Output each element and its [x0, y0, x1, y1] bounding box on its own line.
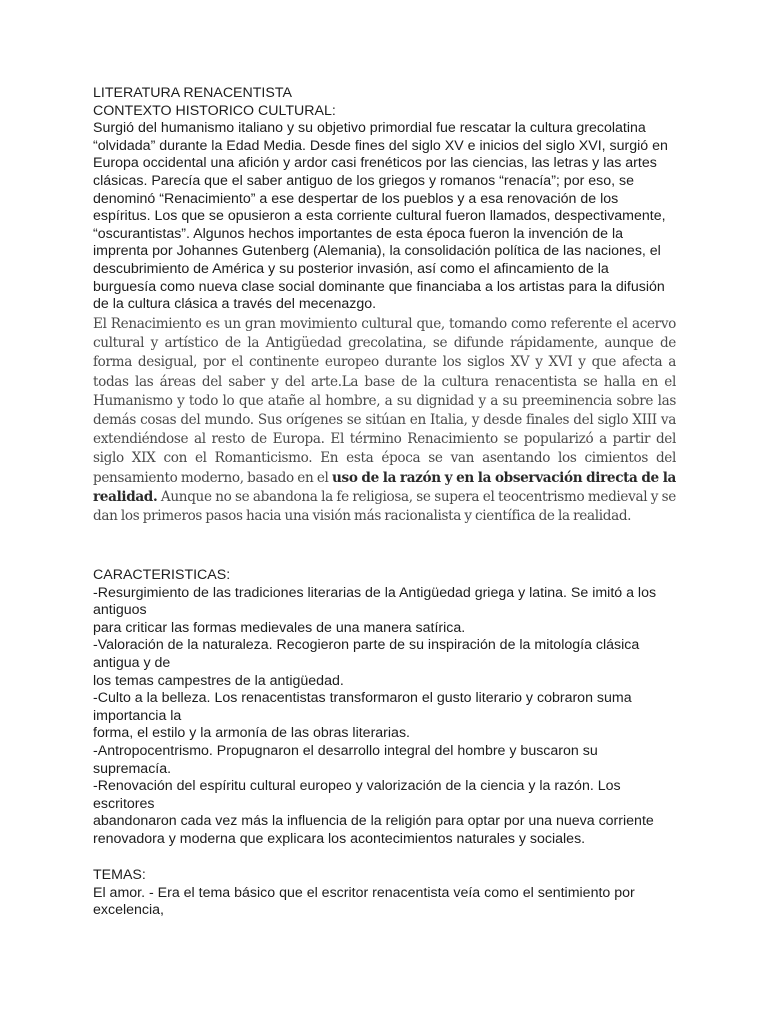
characteristic-line: supremacía. — [93, 760, 172, 777]
context-line: burguesía como nueva clase social dominante que financiaba a los artistas para la difusión — [93, 278, 665, 295]
context-line: Europa occidental una afición y ardor casi frenéticos por las ciencias, las letras y las artes — [93, 155, 657, 172]
context-line: Surgió del humanismo italiano y su objetivo primordial fue rescatar la cultura grecolatina — [93, 120, 646, 137]
context-section — [93, 85, 683, 314]
context-line: de la cultura clásica a través del mecenazgo. — [93, 296, 377, 313]
themes-heading: TEMAS: — [93, 867, 146, 883]
renaissance-paragraph — [93, 315, 676, 526]
characteristic-line: antigua y de — [93, 654, 171, 671]
characteristic-line: -Valoración de la naturaleza. Recogieron parte de su inspiración de la mitología clásica — [93, 637, 640, 654]
theme-line: El amor. - Era el tema básico que el escritor renacentista veía como el sentimiento por — [93, 884, 635, 901]
characteristic-line: -Culto a la belleza. Los renacentistas transformaron el gusto literario y cobraron suma — [93, 690, 632, 707]
characteristic-line: para criticar las formas medievales de una manera satírica. — [93, 619, 466, 636]
paragraph-text-1: El Renacimiento es un gran movimiento cultural que, tomando como referente el acervo cultural y artístico de la Antigüedad grecolatina, se difunde rápidamente, aunque de forma desigual, por el continente europeo durante los siglos XV y XVI y que afecta a todas las áreas del saber y del arte.La base de la cultura renacentista se halla en el Humanismo y todo lo que atañe al hombre, a su dignidad y a su preeminencia sobre las demás cosas del mundo. Sus orígenes se sitúan en Italia, y desde finales del siglo XIII va extendiéndose al resto de Europa. El término Renacimiento se popularizó a partir del siglo XIX con el Romanticismo. En esta época se van asentando los cimientos del pensamiento moderno, basado en el — [93, 316, 676, 486]
theme-line: excelencia, — [93, 902, 164, 919]
characteristic-line: forma, el estilo y la armonía de las obras literarias. — [93, 725, 410, 742]
context-line: “olvidada” durante la Edad Media. Desde fines del siglo XV e inicios del siglo XVI, surgió en — [93, 137, 668, 154]
themes-section — [93, 867, 673, 920]
characteristic-line: importancia la — [93, 707, 182, 724]
characteristics-section — [93, 567, 673, 849]
context-heading: CONTEXTO HISTORICO CULTURAL: — [93, 102, 336, 119]
characteristic-line: antiguos — [93, 602, 147, 619]
characteristic-line: -Resurgimiento de las tradiciones literarias de la Antigüedad griega y latina. Se imitó a los — [93, 584, 657, 601]
context-line: clásicas. Parecía que el saber antiguo de los griegos y romanos “renacía”; por eso, se — [93, 172, 634, 189]
context-line: descubrimiento de América y su posterior invasión, así como el afincamiento de la — [93, 260, 609, 277]
context-line: “oscurantistas”. Algunos hechos importantes de esta época fueron la invención de la — [93, 225, 623, 242]
characteristic-line: -Antropocentrismo. Propugnaron el desarrollo integral del hombre y buscaron su — [93, 742, 598, 759]
context-line: espíritus. Los que se opusieron a esta corriente cultural fueron llamados, despectivamente, — [93, 208, 666, 225]
context-line: denominó “Renacimiento” a ese despertar de los pueblos y a esa renovación de los — [93, 190, 619, 207]
paragraph-text-2: Aunque no se abandona la fe religiosa, se supera el teocentrismo medieval y se dan los primeros pasos hacia una visión más racionalista y científica de la realidad. — [93, 488, 676, 525]
characteristic-line: renovadora y moderna que explicara los acontecimientos naturales y sociales. — [93, 830, 586, 847]
characteristic-line: escritores — [93, 795, 155, 812]
characteristic-line: -Renovación del espíritu cultural europeo y valorización de la ciencia y la razón. Los — [93, 778, 621, 795]
context-line: imprenta por Johannes Gutenberg (Alemania), la consolidación política de las naciones, el — [93, 243, 661, 260]
paragraph-bold-text: uso de la razón y en la observación directa de la realidad. — [93, 469, 676, 505]
document-title: LITERATURA RENACENTISTA — [93, 85, 292, 101]
characteristics-heading: CARACTERISTICAS: — [93, 567, 231, 583]
characteristic-line: los temas campestres de la antigüedad. — [93, 672, 344, 689]
characteristic-line: abandonaron cada vez más la influencia de la religión para optar por una nueva corriente — [93, 813, 654, 830]
